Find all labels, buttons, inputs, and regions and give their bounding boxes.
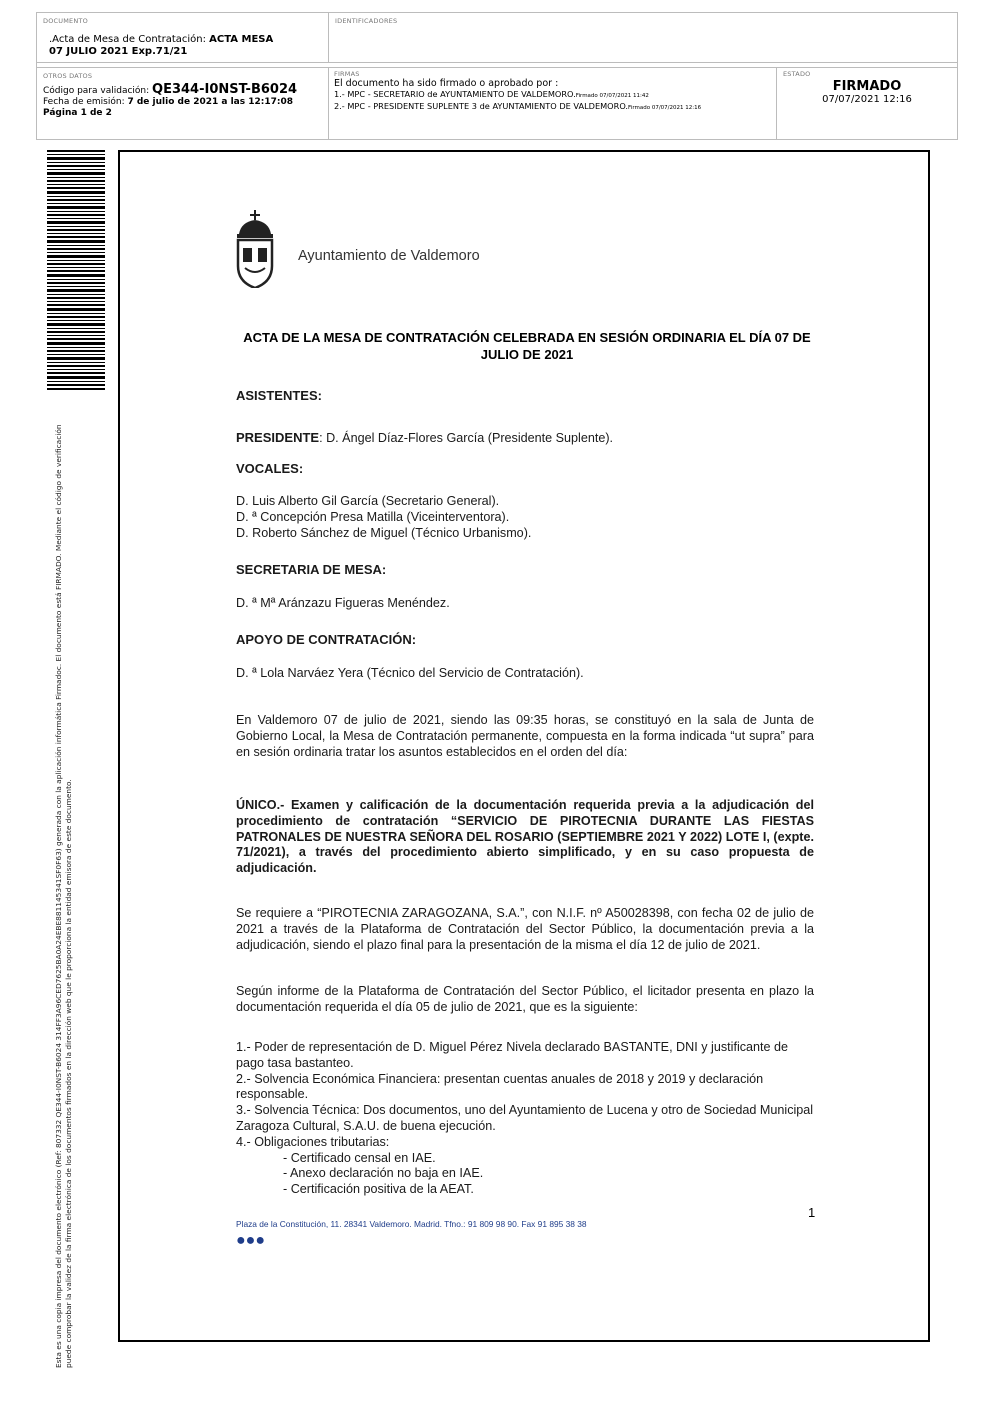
documento-title bbox=[49, 34, 289, 58]
vocal-item: D. Luis Alberto Gil García (Secretario General). bbox=[236, 494, 500, 508]
codigo-value: QE344-I0NST-B6024 bbox=[152, 82, 298, 97]
documento-label: DOCUMENTO bbox=[43, 17, 88, 25]
firma-2 bbox=[334, 101, 771, 113]
firma-2-date: Firmado 07/07/2021 12:16 bbox=[628, 105, 702, 111]
pagina-count: Página 1 de 2 bbox=[43, 108, 112, 118]
margin-text-line-2: puede comprobar la validez de la firma electrónica de los documentos firmados en la dirección web que le proporciona la entidad emisora de este documento. bbox=[64, 779, 73, 1368]
list-item: 1.- Poder de representación de D. Miguel Pérez Nivela declarado BASTANTE, DNI y justificante de pago tasa bastanteo. bbox=[236, 1040, 789, 1070]
logo-text: Ayuntamiento de Valdemoro bbox=[298, 248, 480, 264]
estado-value: FIRMADO bbox=[832, 79, 902, 94]
documentation-list bbox=[236, 1040, 814, 1198]
vocal-item: D. Roberto Sánchez de Miguel (Técnico Urbanismo). bbox=[236, 525, 532, 540]
fecha-value: 7 de julio de 2021 a las 12:17:08 bbox=[127, 97, 294, 107]
verification-margin-text bbox=[54, 398, 74, 1368]
identificadores-cell bbox=[329, 13, 957, 63]
sub-list-item: - Certificación positiva de la AEAT. bbox=[283, 1182, 474, 1197]
documento-prefix: .Acta de Mesa de Contratación: bbox=[49, 34, 210, 45]
firmas-intro: El documento ha sido firmado o aprobado por : bbox=[334, 78, 559, 89]
page-number: 1 bbox=[808, 1205, 816, 1220]
presidente-text: : D. Ángel Díaz-Flores García (Presidente Suplente). bbox=[319, 431, 614, 445]
estado-label: ESTADO bbox=[783, 70, 811, 78]
document-header bbox=[36, 12, 958, 140]
apoyo-heading: APOYO DE CONTRATACIÓN: bbox=[236, 632, 417, 647]
footer-dots: ●●● bbox=[236, 1232, 265, 1249]
codigo-label: Código para validación: bbox=[43, 86, 153, 96]
estado-date: 07/07/2021 12:16 bbox=[822, 94, 912, 105]
margin-text-line-1: Esta es una copia impresa del documento electrónico (Ref: 807332 QE344-I0NST-B6024 314FF3A96CED7625BA0A24EBE881145341SF0F63) generada con la aplicación informática Firmadoc. El documento está FIRMADO. Mediante el código de verificación bbox=[54, 424, 63, 1368]
sub-list-item: - Anexo declaración no baja en IAE. bbox=[283, 1166, 484, 1181]
vocales-heading: VOCALES: bbox=[236, 461, 304, 476]
presidente-label: PRESIDENTE bbox=[236, 430, 320, 445]
secretaria-name: D. ª Mª Aránzazu Figueras Menéndez. bbox=[236, 596, 450, 610]
list-item: 3.- Solvencia Técnica: Dos documentos, uno del Ayuntamiento de Lucena y otro de Sociedad Municipal Zaragoza Cultural, S.A.U. de buena ejecución. bbox=[236, 1103, 814, 1133]
secretaria-heading: SECRETARIA DE MESA: bbox=[236, 562, 387, 577]
firma-2-text: 2.- MPC - PRESIDENTE SUPLENTE 3 de AYUNTAMIENTO DE VALDEMORO. bbox=[334, 101, 629, 111]
vocal-item: D. ª Concepción Presa Matilla (Viceinterventora). bbox=[236, 509, 510, 524]
otros-datos-cell bbox=[37, 67, 329, 139]
firmas-cell bbox=[329, 67, 777, 139]
firma-1-date: Firmado 07/07/2021 11:42 bbox=[575, 93, 649, 99]
identificadores-label: IDENTIFICADORES bbox=[335, 17, 398, 25]
requerimiento-paragraph: Se requiere a “PIROTECNIA ZARAGOZANA, S.A.”, con N.I.F. nº A50028398, con fecha 02 de julio de 2021 a través de la Plataforma de Contratación del Sector Público, la documentación previa a la adjudicación, siendo el plazo final para la presentación de la misma el día 12 de julio de 2021. bbox=[236, 906, 814, 952]
page-title: ACTA DE LA MESA DE CONTRATACIÓN CELEBRADA EN SESIÓN ORDINARIA EL DÍA 07 DE JULIO DE 2021 bbox=[243, 330, 811, 362]
document-page bbox=[118, 150, 930, 1342]
codigo-validacion bbox=[43, 84, 322, 97]
otros-datos-label: OTROS DATOS bbox=[43, 72, 93, 80]
estado-cell bbox=[777, 67, 957, 139]
unico-paragraph: ÚNICO.- Examen y calificación de la documentación requerida previa a la adjudicación del procedimiento de contratación “SERVICIO DE PIROTECNIA DURANTE LAS FIESTAS PATRONALES DE NUESTRA SEÑORA DEL ROSARIO (SEPTIEMBRE 2021 Y 2022) LOTE I, (expte. 71/2021), a través del procedimiento abierto simplificado, y en su caso propuesta de adjudicación. bbox=[236, 798, 814, 876]
valdemoro-coat-of-arms-logo bbox=[235, 210, 275, 288]
fecha-emision bbox=[43, 97, 322, 108]
presidente-line bbox=[236, 430, 814, 447]
firmas-label: FIRMAS bbox=[334, 70, 360, 78]
asistentes-heading: ASISTENTES: bbox=[236, 388, 322, 403]
vocales-list bbox=[236, 494, 814, 541]
sub-list-item: - Certificado censal en IAE. bbox=[283, 1150, 436, 1165]
documento-bold: ACTA MESA 07 JULIO 2021 Exp.71/21 bbox=[49, 34, 274, 57]
firma-1 bbox=[334, 89, 771, 101]
apoyo-name: D. ª Lola Narváez Yera (Técnico del Servicio de Contratación). bbox=[236, 666, 584, 680]
informe-paragraph: Según informe de la Plataforma de Contratación del Sector Público, el licitador presenta en plazo la documentación requerida el día 05 de julio de 2021, que es la siguiente: bbox=[236, 984, 814, 1014]
footer-address: Plaza de la Constitución, 11. 28341 Valdemoro. Madrid. Tfno.: 91 809 98 90. Fax 91 895 38 38 bbox=[236, 1219, 587, 1229]
barcode-image bbox=[47, 150, 105, 390]
fecha-label: Fecha de emisión: bbox=[43, 97, 128, 107]
firma-1-text: 1.- MPC - SECRETARIO de AYUNTAMIENTO DE VALDEMORO. bbox=[334, 89, 576, 99]
list-item: 2.- Solvencia Económica Financiera: presentan cuentas anuales de 2018 y 2019 y declaración responsable. bbox=[236, 1071, 764, 1102]
opening-paragraph: En Valdemoro 07 de julio de 2021, siendo las 09:35 horas, se constituyó en la sala de Junta de Gobierno Local, la Mesa de Contratación permanente, compuesta en la forma indicada “ut supra” para en sesión ordinaria tratar los asuntos establecidos en el orden del día: bbox=[236, 713, 814, 759]
list-item: 4.- Obligaciones tributarias: bbox=[236, 1134, 390, 1149]
documento-cell bbox=[37, 13, 329, 63]
